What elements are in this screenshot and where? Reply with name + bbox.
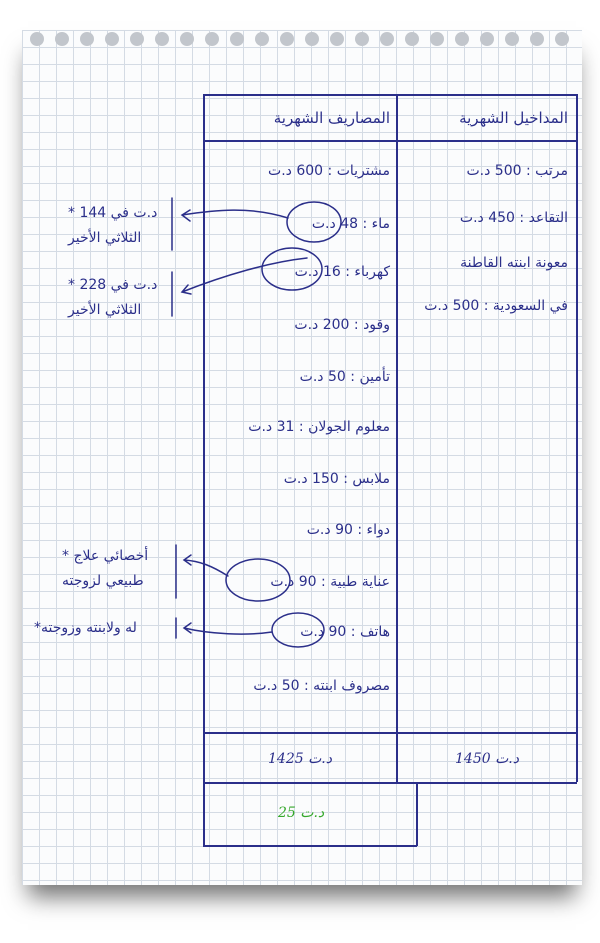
note-electric-line1: * 228 د.ت في [68, 277, 158, 293]
expense-item: وقود : 200 د.ت [294, 317, 390, 333]
note-water-line2: الثلاثي الأخير [68, 230, 142, 246]
circle-water [287, 202, 341, 242]
arrow-electric [182, 258, 307, 294]
note-electric-line2: الثلاثي الأخير [68, 302, 142, 318]
circle-phone [272, 613, 324, 647]
income-item: معونة ابنته القاطنة [460, 255, 568, 271]
total-income: 1450 د.ت [455, 751, 519, 767]
expense-item: عناية طبية : 90 د.ت [270, 574, 390, 590]
circle-electric [262, 248, 322, 290]
expense-item: مشتريات : 600 د.ت [268, 163, 390, 179]
arrow-medical [184, 555, 228, 576]
header-expense: المصاريف الشهرية [273, 109, 390, 127]
arrow-phone [184, 623, 272, 634]
note-water-line1: * 144 د.ت في [68, 205, 158, 221]
expense-item: هاتف : 90 د.ت [300, 624, 390, 640]
arrow-water [182, 210, 288, 221]
note-medical-line1: * أخصائي علاج [62, 548, 149, 564]
header-income: المداخيل الشهرية [459, 109, 568, 127]
income-item: التقاعد : 450 د.ت [459, 210, 568, 226]
expense-item: ملابس : 150 د.ت [283, 471, 390, 487]
note-phone-line1: *له ولابنته وزوجته [34, 620, 137, 636]
note-medical-line2: طبيعي لزوجته [62, 573, 144, 589]
expense-item: معلوم الجولان : 31 د.ت [248, 419, 390, 435]
expense-item: كهرباء : 16 د.ت [294, 264, 390, 280]
income-item: في السعودية : 500 د.ت [424, 298, 568, 314]
income-item: مرتب : 500 د.ت [466, 163, 568, 179]
total-expense: 1425 د.ت [268, 751, 332, 767]
expense-item: ماء : 48 د.ت [311, 216, 390, 232]
balance-value: 25 د.ت [278, 805, 325, 821]
circle-medical [226, 559, 290, 601]
expense-item: مصروف ابنته : 50 د.ت [253, 678, 390, 694]
expense-item: تأمين : 50 د.ت [299, 369, 390, 385]
expense-item: دواء : 90 د.ت [306, 522, 390, 538]
